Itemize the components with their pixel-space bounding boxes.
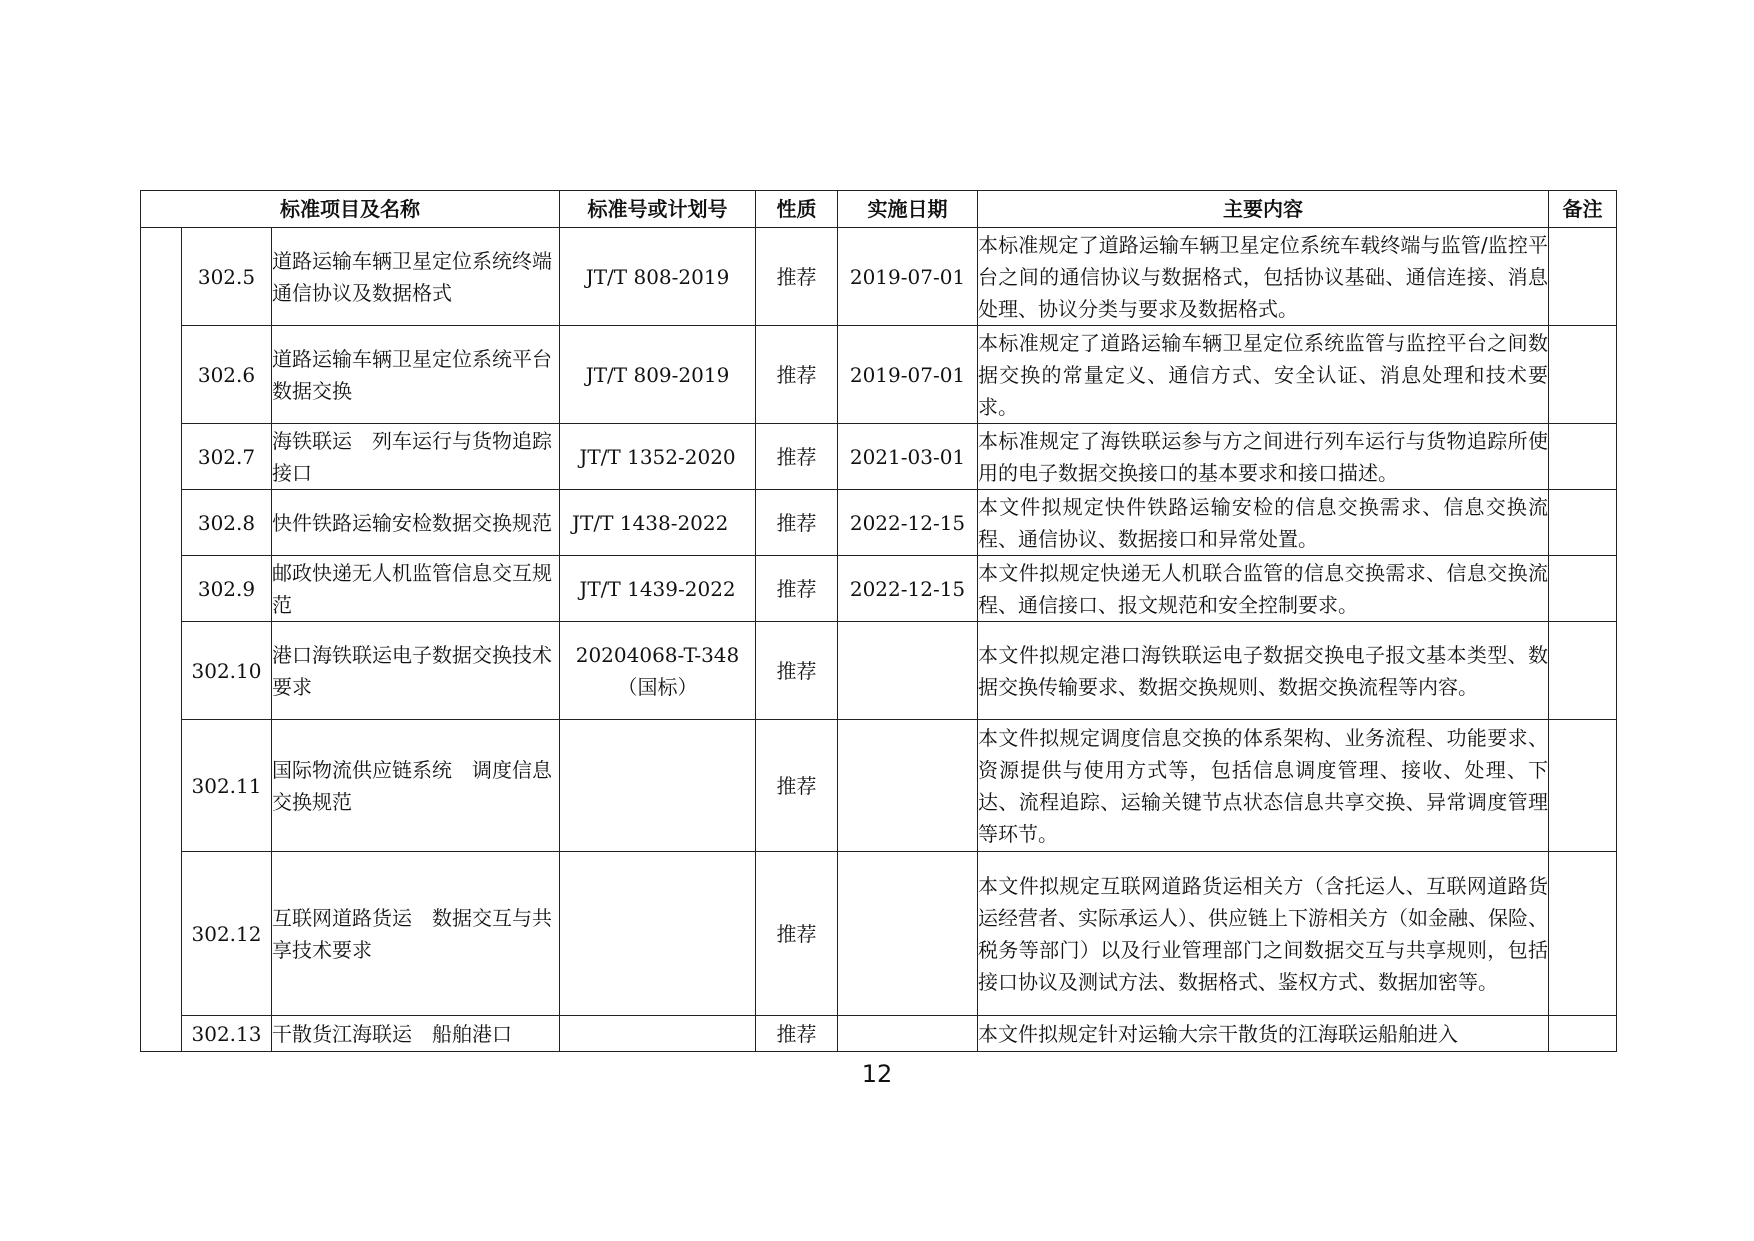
row-number: 302.6	[182, 326, 272, 424]
row-number: 302.12	[182, 852, 272, 1016]
row-date: 2022-12-15	[838, 556, 978, 622]
row-content: 本文件拟规定快件铁路运输安检的信息交换需求、信息交换流程、通信协议、数据接口和异常处置。	[978, 490, 1549, 556]
row-nature: 推荐	[756, 852, 838, 1016]
row-remark	[1549, 720, 1617, 852]
table-row	[141, 720, 1617, 852]
row-remark	[1549, 228, 1617, 326]
row-code: JT/T 1438-2022	[560, 490, 756, 556]
row-number: 302.11	[182, 720, 272, 852]
standards-table	[140, 190, 1617, 1052]
row-content: 本文件拟规定快递无人机联合监管的信息交换需求、信息交换流程、通信接口、报文规范和安全控制要求。	[978, 556, 1549, 622]
row-nature: 推荐	[756, 424, 838, 490]
table-row	[141, 424, 1617, 490]
row-number: 302.13	[182, 1016, 272, 1052]
row-name: 道路运输车辆卫星定位系统终端通信协议及数据格式	[272, 228, 560, 326]
row-date: 2022-12-15	[838, 490, 978, 556]
row-date	[838, 622, 978, 720]
row-code-note: （国标）	[617, 674, 698, 699]
row-date: 2021-03-01	[838, 424, 978, 490]
row-remark	[1549, 556, 1617, 622]
table-row	[141, 326, 1617, 424]
row-code: 20204068-T-348	[575, 642, 740, 667]
header-code: 标准号或计划号	[560, 191, 756, 228]
row-date	[838, 1016, 978, 1052]
row-remark	[1549, 1016, 1617, 1052]
row-code: JT/T 1352-2020	[560, 424, 756, 490]
header-nature: 性质	[756, 191, 838, 228]
row-content: 本标准规定了道路运输车辆卫星定位系统车载终端与监管/监控平台之间的通信协议与数据格式，包括协议基础、通信连接、消息处理、协议分类与要求及数据格式。	[978, 228, 1549, 326]
row-content: 本标准规定了道路运输车辆卫星定位系统监管与监控平台之间数据交换的常量定义、通信方式、安全认证、消息处理和技术要求。	[978, 326, 1549, 424]
row-name: 快件铁路运输安检数据交换规范	[272, 490, 560, 556]
row-name: 互联网道路货运 数据交互与共享技术要求	[272, 852, 560, 1016]
row-code	[560, 1016, 756, 1052]
row-name: 干散货江海联运 船舶港口	[272, 1016, 560, 1052]
row-content: 本文件拟规定互联网道路货运相关方（含托运人、互联网道路货运经营者、实际承运人）、供应链上下游相关方（如金融、保险、税务等部门）以及行业管理部门之间数据交互与共享规则，包括接口协议及测试方法、数据格式、鉴权方式、数据加密等。	[978, 852, 1549, 1016]
row-date	[838, 852, 978, 1016]
row-number: 302.5	[182, 228, 272, 326]
table-row	[141, 622, 1617, 720]
row-code: JT/T 809-2019	[560, 326, 756, 424]
table-row	[141, 228, 1617, 326]
header-name: 标准项目及名称	[141, 191, 560, 228]
row-code: JT/T 808-2019	[560, 228, 756, 326]
row-name: 海铁联运 列车运行与货物追踪接口	[272, 424, 560, 490]
header-date: 实施日期	[838, 191, 978, 228]
row-content: 本文件拟规定港口海铁联运电子数据交换电子报文基本类型、数据交换传输要求、数据交换规则、数据交换流程等内容。	[978, 622, 1549, 720]
row-code-cell	[560, 622, 756, 720]
header-row	[141, 191, 1617, 228]
row-nature: 推荐	[756, 1016, 838, 1052]
table-row	[141, 852, 1617, 1016]
table-row	[141, 1016, 1617, 1052]
row-code: JT/T 1439-2022	[560, 556, 756, 622]
row-name: 港口海铁联运电子数据交换技术要求	[272, 622, 560, 720]
row-remark	[1549, 326, 1617, 424]
row-date	[838, 720, 978, 852]
row-code	[560, 720, 756, 852]
row-name: 国际物流供应链系统 调度信息交换规范	[272, 720, 560, 852]
row-code	[560, 852, 756, 1016]
row-content: 本文件拟规定调度信息交换的体系架构、业务流程、功能要求、资源提供与使用方式等，包括信息调度管理、接收、处理、下达、流程追踪、运输关键节点状态信息共享交换、异常调度管理等环节。	[978, 720, 1549, 852]
row-remark	[1549, 424, 1617, 490]
row-content: 本标准规定了海铁联运参与方之间进行列车运行与货物追踪所使用的电子数据交换接口的基本要求和接口描述。	[978, 424, 1549, 490]
table-row	[141, 490, 1617, 556]
row-number: 302.8	[182, 490, 272, 556]
row-content: 本文件拟规定针对运输大宗干散货的江海联运船舶进入	[978, 1016, 1549, 1052]
table-row	[141, 556, 1617, 622]
row-nature: 推荐	[756, 556, 838, 622]
row-remark	[1549, 490, 1617, 556]
row-number: 302.9	[182, 556, 272, 622]
row-nature: 推荐	[756, 720, 838, 852]
row-nature: 推荐	[756, 622, 838, 720]
row-number: 302.10	[182, 622, 272, 720]
row-name: 道路运输车辆卫星定位系统平台数据交换	[272, 326, 560, 424]
row-name: 邮政快递无人机监管信息交互规范	[272, 556, 560, 622]
row-nature: 推荐	[756, 490, 838, 556]
header-content: 主要内容	[978, 191, 1549, 228]
row-remark	[1549, 852, 1617, 1016]
row-nature: 推荐	[756, 228, 838, 326]
header-remark: 备注	[1549, 191, 1617, 228]
row-date: 2019-07-01	[838, 326, 978, 424]
row-date: 2019-07-01	[838, 228, 978, 326]
page-number: 12	[861, 1060, 893, 1088]
row-nature: 推荐	[756, 326, 838, 424]
category-cell	[141, 228, 182, 1052]
row-remark	[1549, 622, 1617, 720]
row-number: 302.7	[182, 424, 272, 490]
